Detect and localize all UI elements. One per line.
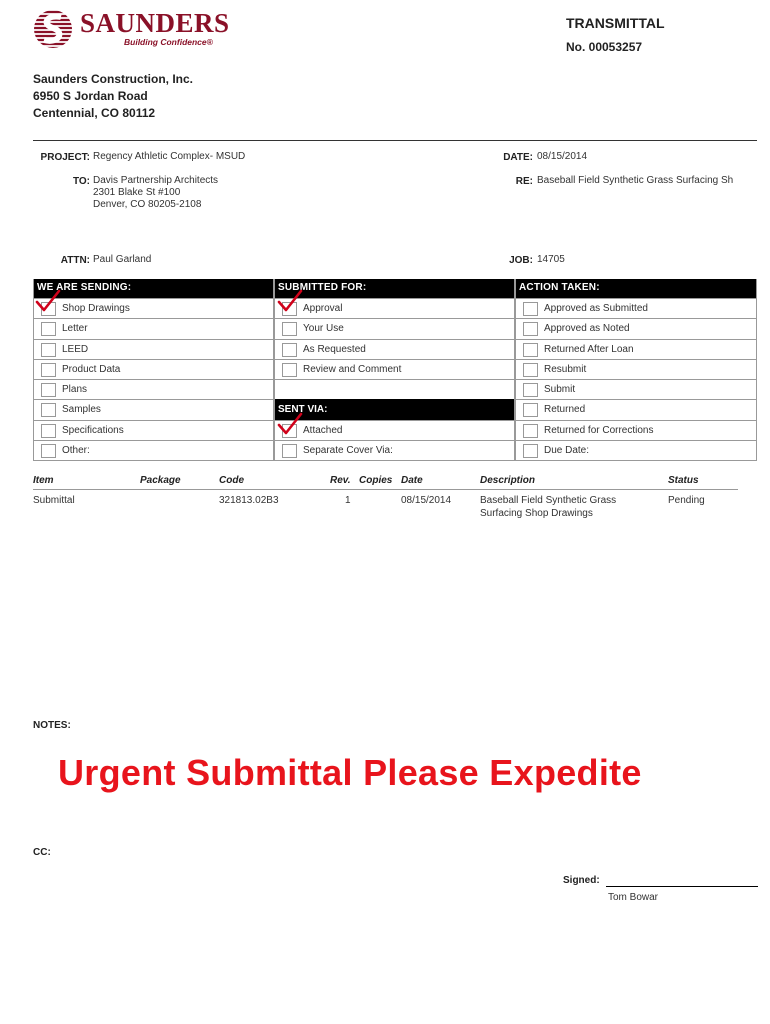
project-label: PROJECT: <box>40 152 90 163</box>
attn-value: Paul Garland <box>93 254 152 265</box>
col-header-date: Date <box>401 475 423 486</box>
checkbox[interactable] <box>523 363 538 377</box>
to-line-2: 2301 Blake St #100 <box>93 187 181 198</box>
checkmark-icon <box>277 289 303 313</box>
sender-company: Saunders Construction, Inc. <box>33 72 194 86</box>
checkbox[interactable] <box>523 444 538 458</box>
row-copies: 1 <box>345 495 351 506</box>
logo-tagline: Building Confidence® <box>124 37 213 47</box>
col-header-package: Package <box>140 475 181 486</box>
checkbox-other[interactable]: Other: <box>34 440 273 460</box>
checkbox[interactable] <box>41 383 56 397</box>
checkbox[interactable] <box>523 383 538 397</box>
checkbox-samples[interactable]: Samples <box>34 399 273 419</box>
to-label: TO: <box>72 176 90 187</box>
items-header-rule <box>33 489 738 490</box>
checkbox[interactable] <box>282 444 297 458</box>
checkbox-review-and-comment[interactable]: Review and Comment <box>275 359 514 379</box>
to-line-1: Davis Partnership Architects <box>93 175 219 186</box>
checkbox-product-data[interactable]: Product Data <box>34 359 273 379</box>
checkbox-your-use[interactable]: Your Use <box>275 318 514 338</box>
sending-column <box>33 279 274 461</box>
checkbox[interactable] <box>282 363 297 377</box>
transmittal-number: No. 00053257 <box>566 40 643 54</box>
checkbox[interactable] <box>41 343 56 357</box>
checkbox-approved-as-noted[interactable]: Approved as Noted <box>516 318 756 338</box>
sending-header: WE ARE SENDING: <box>34 279 273 298</box>
row-code: 321813.02B3 <box>219 495 279 506</box>
submitted-column <box>274 279 515 461</box>
project-value: Regency Athletic Complex- MSUD <box>93 151 246 162</box>
checkbox[interactable] <box>282 322 297 336</box>
empty-cell <box>275 379 514 399</box>
checkbox[interactable] <box>41 322 56 336</box>
checkmark-icon <box>277 412 303 436</box>
saunders-logo-mark-icon <box>33 8 73 50</box>
signer-name: Tom Bowar <box>608 892 659 903</box>
checkbox-shop-drawings[interactable]: Shop Drawings <box>34 298 273 318</box>
sender-street: 6950 S Jordan Road <box>33 89 148 103</box>
col-header-rev: Rev. <box>330 475 351 486</box>
col-header-code: Code <box>219 475 244 486</box>
signature-line <box>606 886 758 887</box>
sent-via-header: SENT VIA: <box>275 399 514 419</box>
checkbox-approved-as-submitted[interactable]: Approved as Submitted <box>516 298 756 318</box>
checkbox[interactable] <box>523 302 538 316</box>
row-item: Submittal <box>33 495 75 506</box>
checkbox[interactable] <box>523 403 538 417</box>
header-divider <box>33 140 757 141</box>
checkbox[interactable] <box>523 343 538 357</box>
row-date: 08/15/2014 <box>401 495 452 506</box>
document-title: TRANSMITTAL <box>566 15 665 31</box>
date-value: 08/15/2014 <box>537 151 588 162</box>
checkbox-attached[interactable]: Attached <box>275 420 514 440</box>
checkbox-due-date[interactable]: Due Date: <box>516 440 756 460</box>
date-label: DATE: <box>503 152 533 163</box>
col-header-copies: Copies <box>359 475 393 486</box>
submitted-header: SUBMITTED FOR: <box>275 279 514 298</box>
checkbox-specifications[interactable]: Specifications <box>34 420 273 440</box>
sender-city: Centennial, CO 80112 <box>33 106 156 120</box>
to-line-3: Denver, CO 80205-2108 <box>93 199 202 210</box>
checkbox-as-requested[interactable]: As Requested <box>275 339 514 359</box>
checkmark-icon <box>35 289 61 313</box>
logo-wordmark: SAUNDERS <box>80 8 230 38</box>
checkbox[interactable] <box>41 424 56 438</box>
col-header-item: Item <box>33 475 54 486</box>
checkbox-returned-after-loan[interactable]: Returned After Loan <box>516 339 756 359</box>
checkbox-leed[interactable]: LEED <box>34 339 273 359</box>
action-column <box>515 279 757 461</box>
notes-text: Urgent Submittal Please Expedite <box>58 752 642 793</box>
signed-label: Signed: <box>563 875 600 886</box>
checkbox-separate-cover[interactable]: Separate Cover Via: <box>275 440 514 460</box>
checkbox-plans[interactable]: Plans <box>34 379 273 399</box>
job-value: 14705 <box>537 254 565 265</box>
checklist-grid <box>33 279 757 461</box>
checkbox-returned-for-corrections[interactable]: Returned for Corrections <box>516 420 756 440</box>
checkbox[interactable] <box>523 322 538 336</box>
checkbox[interactable] <box>282 343 297 357</box>
checkbox-letter[interactable]: Letter <box>34 318 273 338</box>
checkbox-approval[interactable]: Approval <box>275 298 514 318</box>
checkbox[interactable] <box>41 363 56 377</box>
col-header-status: Status <box>668 475 699 486</box>
checkbox-resubmit[interactable]: Resubmit <box>516 359 756 379</box>
job-label: JOB: <box>509 255 533 266</box>
attn-label: ATTN: <box>60 255 90 266</box>
re-value: Baseball Field Synthetic Grass Surfacing Sh <box>537 175 734 186</box>
checkbox-returned[interactable]: Returned <box>516 399 756 419</box>
checkbox-submit[interactable]: Submit <box>516 379 756 399</box>
notes-label: NOTES: <box>33 720 71 731</box>
row-status: Pending <box>668 495 705 506</box>
re-label: RE: <box>515 176 533 187</box>
checkbox[interactable] <box>523 424 538 438</box>
checkbox[interactable] <box>41 444 56 458</box>
checkbox[interactable] <box>41 403 56 417</box>
row-description-line-1: Baseball Field Synthetic Grass <box>480 495 617 506</box>
cc-label: CC: <box>33 847 51 858</box>
col-header-description: Description <box>480 475 536 486</box>
row-description-line-2: Surfacing Shop Drawings <box>480 508 593 519</box>
action-header: ACTION TAKEN: <box>516 279 756 298</box>
